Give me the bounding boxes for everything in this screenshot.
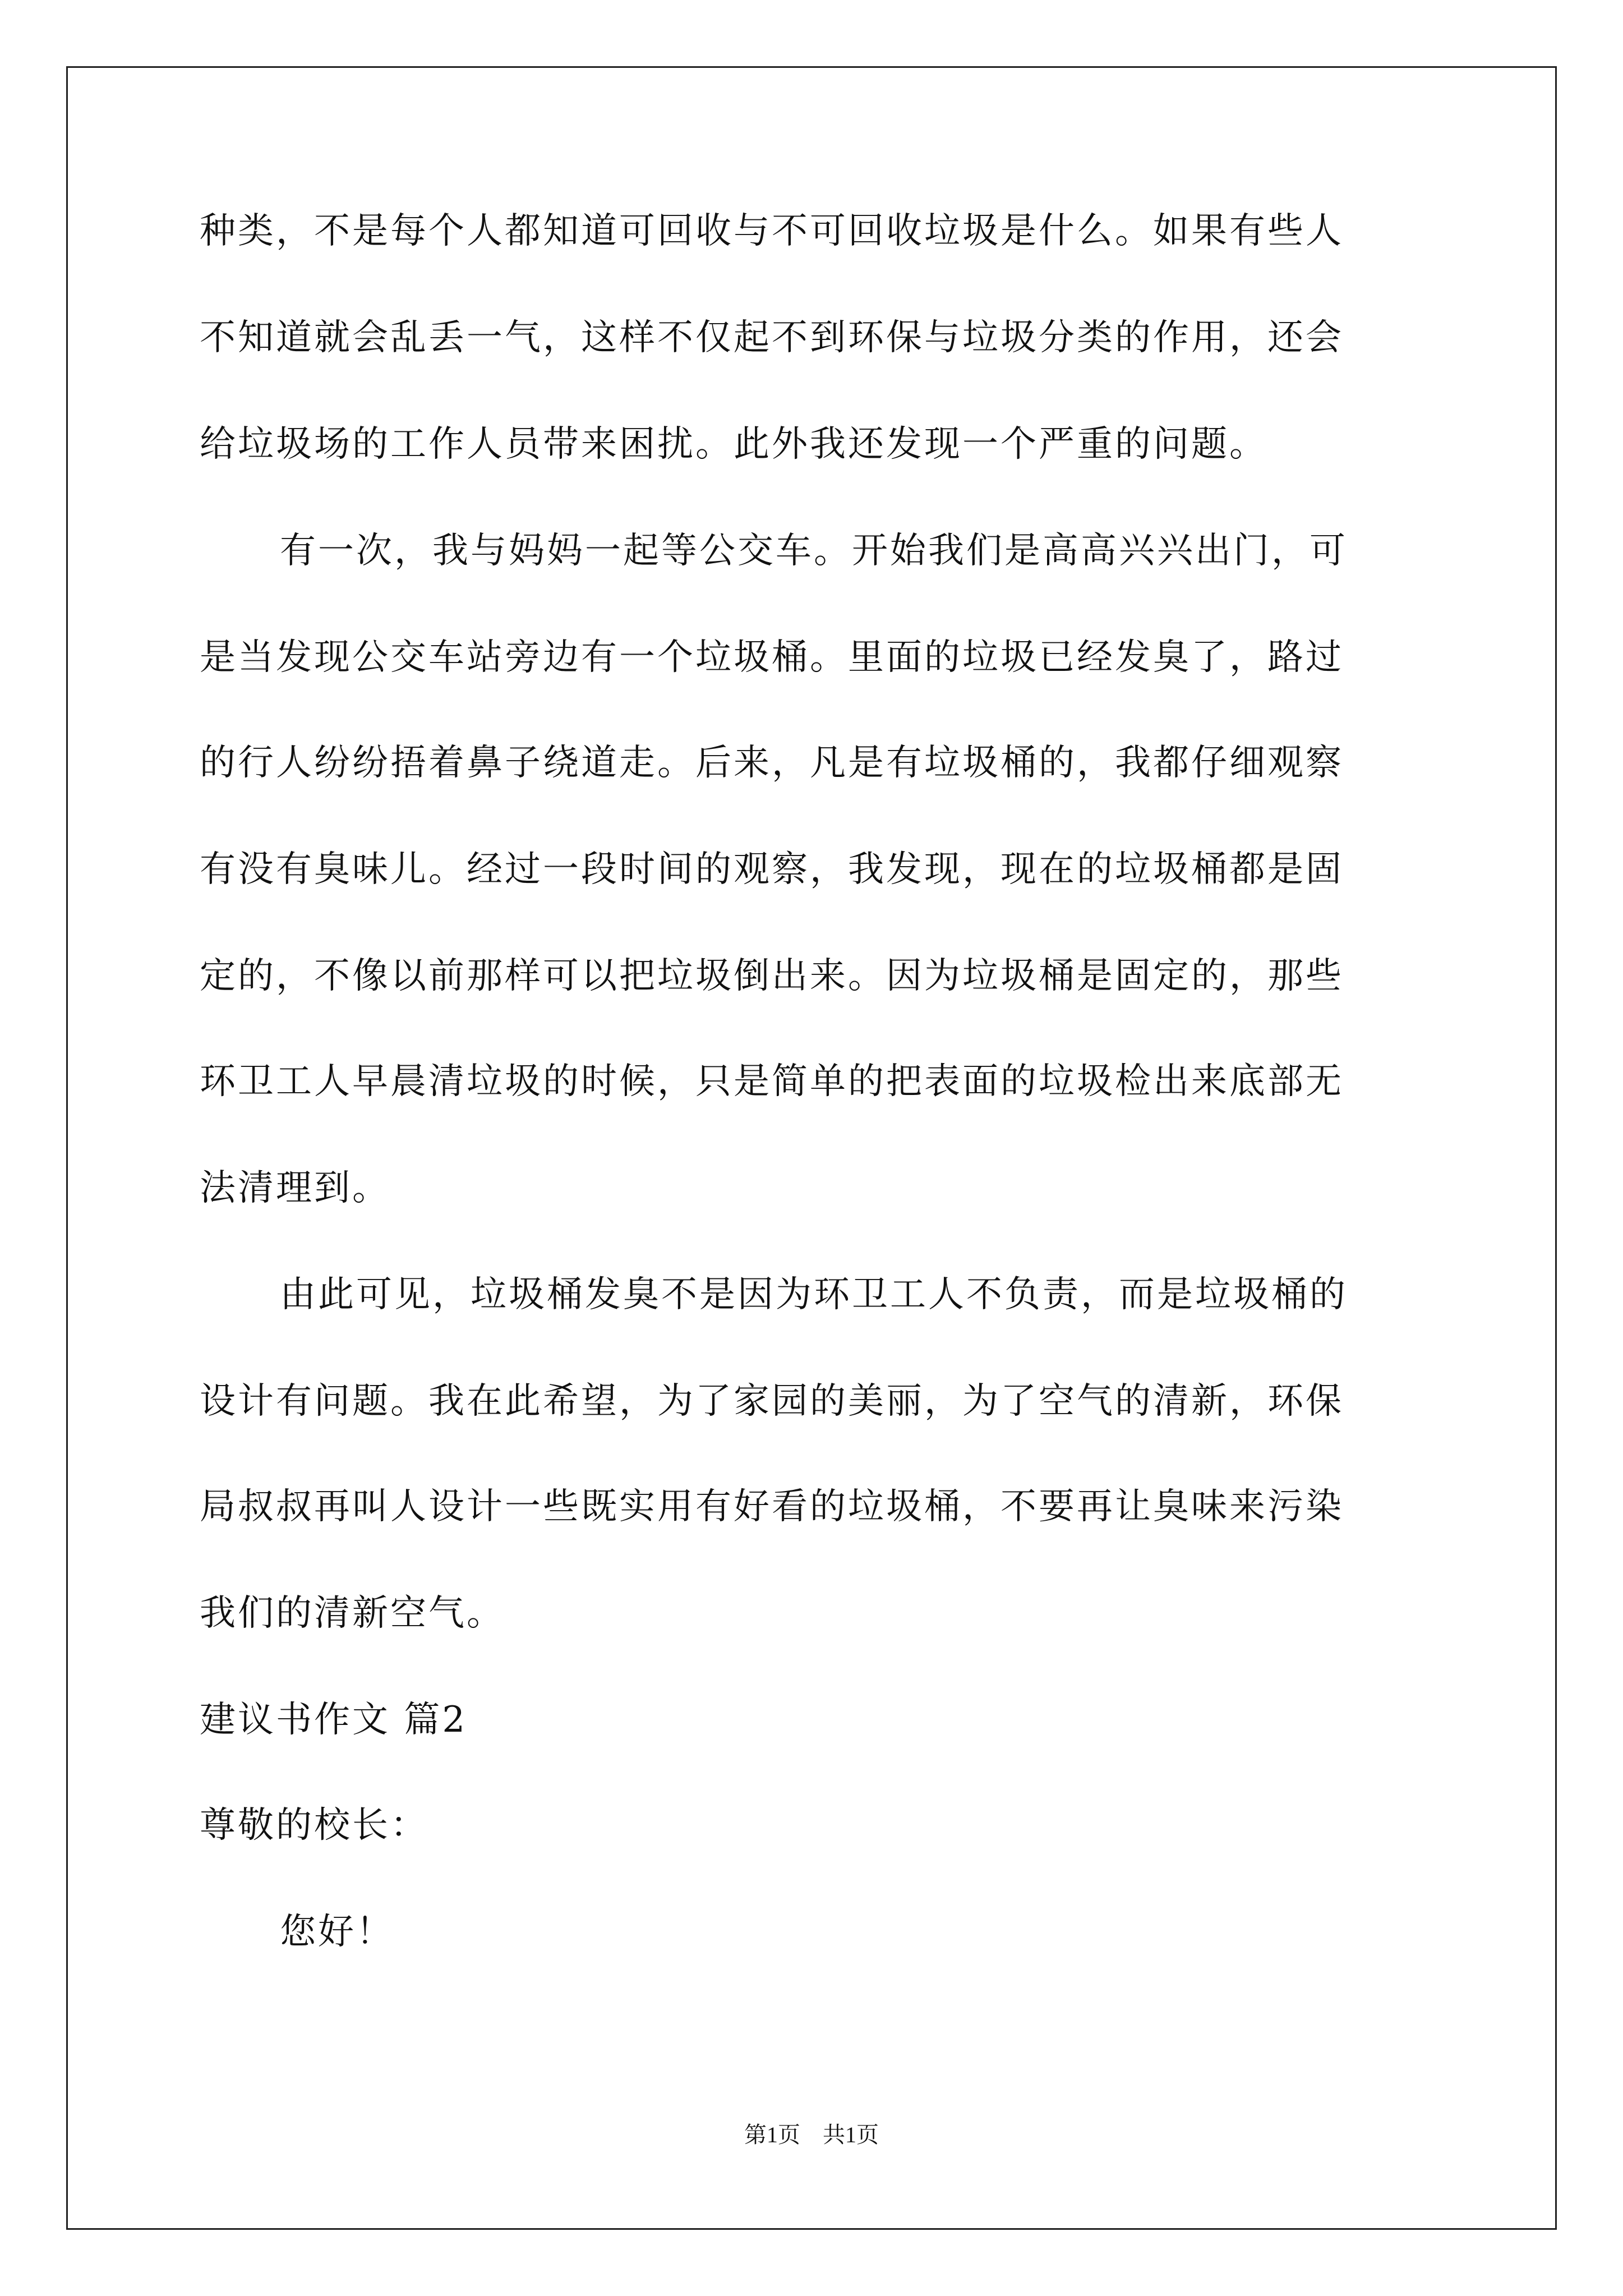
paragraph-first-line: 有一次，我与妈妈一起等公交车。开始我们是高高兴兴出门，可: [280, 530, 1348, 572]
greeting: 您好！: [280, 1911, 394, 1953]
body-line: 环卫工人早晨清垃圾的时候，只是简单的把表面的垃圾检出来底部无: [200, 1061, 1344, 1102]
body-line: 的行人纷纷捂着鼻子绕道走。后来，凡是有垃圾桶的，我都仔细观察: [200, 742, 1344, 784]
body-line: 我们的清新空气。: [200, 1593, 505, 1634]
paragraph-first-line: 由此可见，垃圾桶发臭不是因为环卫工人不负责，而是垃圾桶的: [280, 1274, 1348, 1315]
body-line: 种类，不是每个人都知道可回收与不可回收垃圾是什么。如果有些人: [200, 210, 1344, 252]
section-heading: 建议书作文 篇2: [200, 1699, 468, 1741]
body-line: 定的，不像以前那样可以把垃圾倒出来。因为垃圾桶是固定的，那些: [200, 955, 1344, 997]
body-line: 局叔叔再叫人设计一些既实用有好看的垃圾桶，不要再让臭味来污染: [200, 1486, 1344, 1527]
body-line: 给垃圾场的工作人员带来困扰。此外我还发现一个严重的问题。: [200, 424, 1267, 465]
body-line: 法清理到。: [200, 1167, 390, 1209]
body-line: 是当发现公交车站旁边有一个垃圾桶。里面的垃圾已经发臭了，路过: [200, 637, 1344, 678]
page-border: [66, 66, 1557, 2230]
page-footer: 第1页 共1页: [744, 2122, 879, 2147]
body-line: 有没有臭味儿。经过一段时间的观察，我发现，现在的垃圾桶都是固: [200, 849, 1344, 890]
salutation: 尊敬的校长：: [200, 1805, 428, 1846]
body-line: 不知道就会乱丢一气，这样不仅起不到环保与垃圾分类的作用，还会: [200, 317, 1344, 358]
body-line: 设计有问题。我在此希望，为了家园的美丽，为了空气的清新，环保: [200, 1381, 1344, 1422]
